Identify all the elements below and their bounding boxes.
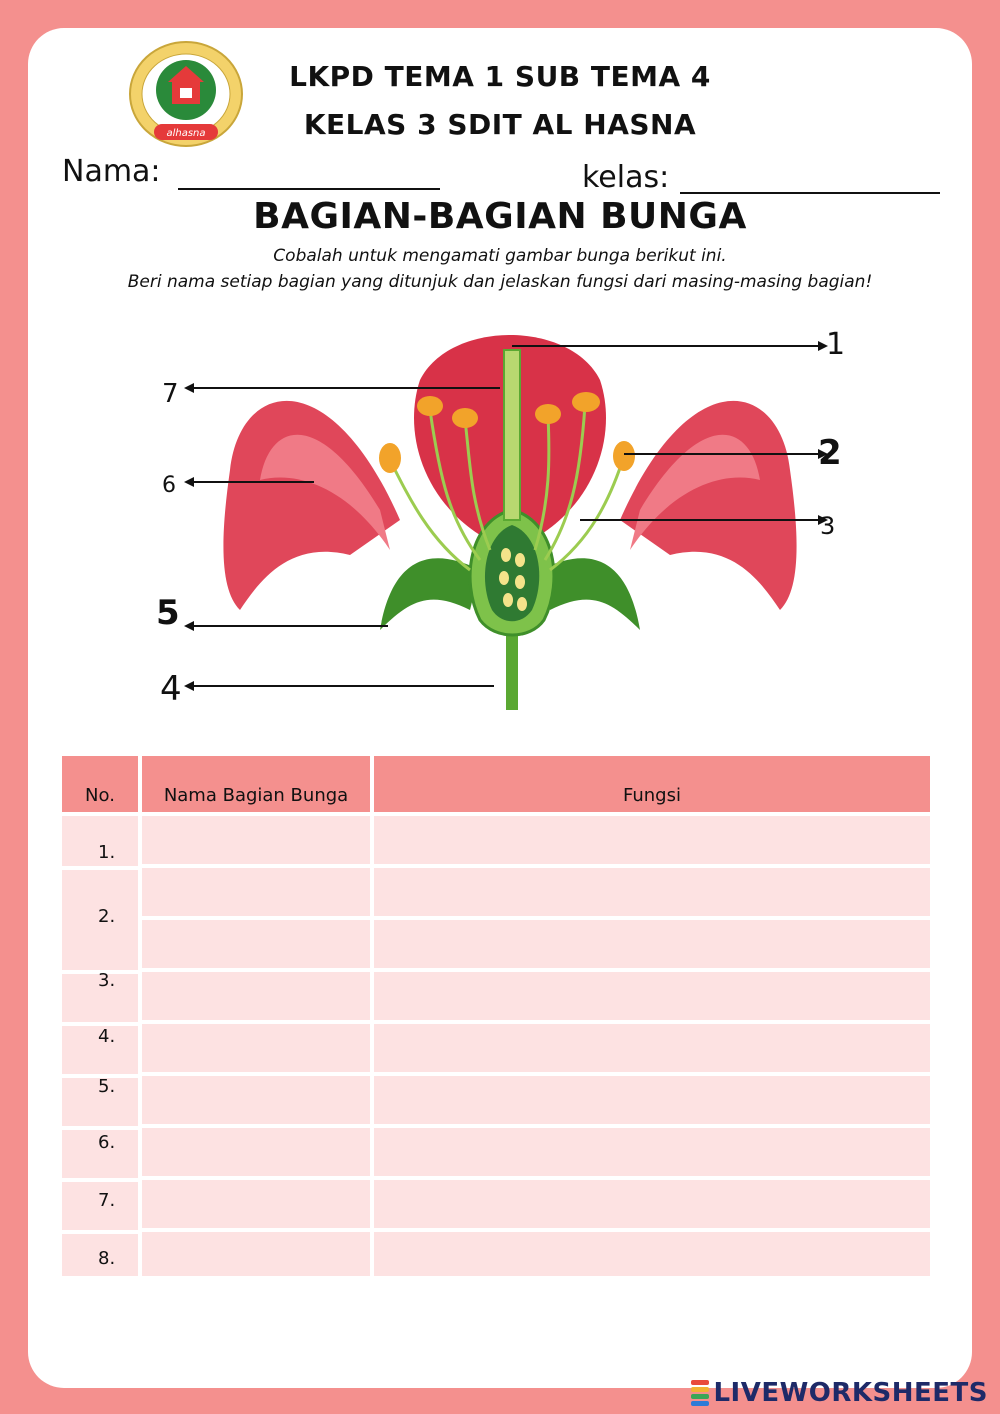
- nama-cell[interactable]: [142, 816, 370, 864]
- flower-diagram: [150, 320, 870, 730]
- nama-cell[interactable]: [142, 1180, 370, 1228]
- header-no: No.: [62, 756, 138, 812]
- row-number: 3.: [98, 970, 116, 991]
- kelas-input-line[interactable]: [680, 192, 940, 194]
- header-fungsi: Fungsi: [374, 756, 930, 812]
- nama-cell[interactable]: [142, 920, 370, 968]
- fungsi-cell[interactable]: [374, 868, 930, 916]
- table-header-row: [62, 756, 930, 812]
- fungsi-cell[interactable]: [374, 1076, 930, 1124]
- liveworksheets-brand: [691, 1378, 988, 1408]
- instruction-line1: Cobalah untuk mengamati gambar bunga berikut ini.: [273, 246, 727, 266]
- style: [504, 350, 520, 520]
- nama-label: Nama:: [62, 154, 161, 189]
- fungsi-cell[interactable]: [374, 972, 930, 1020]
- fungsi-cell[interactable]: [374, 1232, 930, 1276]
- row-number: 7.: [98, 1190, 116, 1211]
- logo-brand-text: alhasna: [166, 128, 206, 139]
- page-title: BAGIAN-BAGIAN BUNGA: [253, 196, 747, 237]
- nama-input-line[interactable]: [178, 188, 440, 190]
- row-number: 8.: [98, 1248, 116, 1269]
- fungsi-cell[interactable]: [374, 920, 930, 968]
- row-number: 5.: [98, 1076, 116, 1097]
- sepal-left: [380, 558, 480, 630]
- header-title-line2: KELAS 3 SDIT AL HASNA: [303, 108, 697, 141]
- fungsi-cell[interactable]: [374, 1024, 930, 1072]
- liveworksheets-logo-icon: [691, 1379, 709, 1407]
- nama-cell[interactable]: [142, 1232, 370, 1276]
- nama-cell[interactable]: [142, 1128, 370, 1176]
- row-number: 6.: [98, 1132, 116, 1153]
- label-3: 3: [820, 512, 836, 540]
- label-5: 5: [156, 593, 180, 633]
- header-nama: Nama Bagian Bunga: [142, 756, 370, 812]
- nama-cell[interactable]: [142, 1076, 370, 1124]
- label-6: 6: [162, 473, 176, 498]
- label-1: 1: [826, 327, 846, 362]
- row-number: 1.: [98, 842, 116, 863]
- header-title-line1: LKPD TEMA 1 SUB TEMA 4: [289, 60, 711, 93]
- label-4: 4: [160, 669, 182, 709]
- label-7: 7: [162, 379, 179, 409]
- label-2: 2: [818, 433, 842, 473]
- row-number: 4.: [98, 1026, 116, 1047]
- nama-cell[interactable]: [142, 1024, 370, 1072]
- school-logo: [128, 40, 244, 148]
- fungsi-cell[interactable]: [374, 1180, 930, 1228]
- anther: [417, 396, 443, 416]
- nama-cell[interactable]: [142, 972, 370, 1020]
- nama-cell[interactable]: [142, 868, 370, 916]
- fungsi-cell[interactable]: [374, 816, 930, 864]
- fungsi-cell[interactable]: [374, 1128, 930, 1176]
- instruction-line2: Beri nama setiap bagian yang ditunjuk dan jelaskan fungsi dari masing-masing bagian!: [127, 272, 873, 292]
- row-number: 2.: [98, 906, 116, 927]
- liveworksheets-text: LIVEWORKSHEETS: [713, 1378, 988, 1408]
- kelas-label: kelas:: [582, 160, 670, 195]
